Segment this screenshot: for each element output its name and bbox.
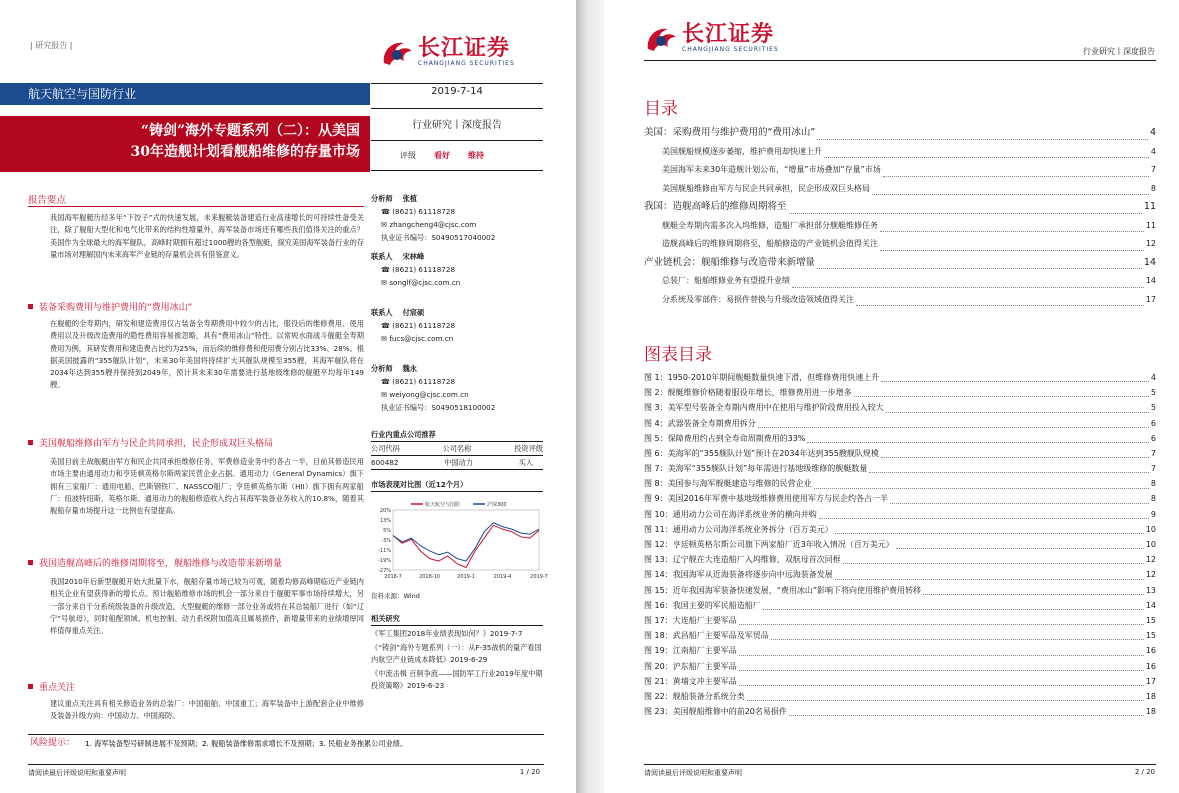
page-number: 2 / 20 xyxy=(1134,768,1155,776)
x-tick-label: 2018-10 xyxy=(419,574,440,580)
section1-heading xyxy=(28,300,192,313)
dot-leader xyxy=(819,518,1149,519)
risk-warning xyxy=(30,738,544,749)
report-title-line2: 30年造舰计划看舰船维修的存量市场 xyxy=(130,144,360,160)
toc-section[interactable] xyxy=(644,143,1156,162)
related-item[interactable]: 《“铸剑”海外专题系列（一）：从F-35战机的量产看国内航空产业链成本降低》2019-6-29 xyxy=(371,643,542,664)
report-date: 2019-7-14 xyxy=(431,86,483,97)
series-line-1 xyxy=(393,523,539,561)
section4-paragraph: 建议重点关注具有相关修造业务的总装厂：中国船舶、中国重工；海军装备中上游配套企业中维修及装备升级方向：中国动力、中国海防。 xyxy=(50,699,364,721)
y-tick-label: 20% xyxy=(379,508,391,514)
stocks-col-code: 公司代码 xyxy=(371,444,400,453)
figure-list-item[interactable] xyxy=(644,507,1156,522)
y-tick-label: 13% xyxy=(379,518,391,524)
toc-entry-page: 4 xyxy=(1150,146,1156,156)
dot-leader xyxy=(747,700,1144,701)
toc-entry-page: 18 xyxy=(1145,707,1156,717)
y-tick-label: -3% xyxy=(381,538,391,544)
page-gutter xyxy=(576,0,604,793)
bullet-square-icon xyxy=(28,304,33,309)
toc-entry-page: 8 xyxy=(1150,479,1156,489)
toc-entry-page: 14 xyxy=(1145,600,1156,610)
analyst-name: 魏永 xyxy=(402,364,417,373)
dot-leader xyxy=(789,715,1144,716)
section2-heading xyxy=(28,436,273,449)
toc-entry-page: 14 xyxy=(1145,276,1156,285)
analyst-block-3 xyxy=(371,306,543,345)
figure-list-item[interactable] xyxy=(644,583,1156,598)
section2-paragraph: 美国目前主战舰艇由军方和民企共同承担维修任务，军费修造业务中约各占一半，目前其修造民用市场主要由通用动力和亨廷顿英格尔斯两家民营企业占据。通用动力（General Dynamics）旗下拥有三家船厂：通用电船、巴斯钢铁厂、NASSCO船厂；亨廷顿英格尔斯（HII）旗下拥有两家船厂：纽波特纽斯、英格尔斯。通用动力的舰船修造收入约占其海军装备业务收入的10.8%，随着其舰船存量市场提升这一比例也有望提高。 xyxy=(50,457,364,516)
stock-rating: 买入 xyxy=(518,458,533,467)
rating-value: 看好 xyxy=(434,151,450,160)
figure-list-item[interactable] xyxy=(644,598,1156,613)
legend-label: 航天航空与国防 xyxy=(425,502,461,508)
risk-text: 1. 海军装备型号研制进展不及预期；2. 舰船装备维修需求增长不及预期；3. 民船业务拖累公司业绩。 xyxy=(85,739,408,748)
analyst-block-2 xyxy=(371,250,543,289)
report-page-1 xyxy=(0,0,576,793)
toc-entry-label: 美国海军未来30年造舰计划公布，“增量”市场叠加“存量”市场 xyxy=(662,165,881,174)
rating-status: 维持 xyxy=(468,151,484,160)
toc-entry-page: 10 xyxy=(1145,524,1156,534)
page-number: 1 / 20 xyxy=(519,768,540,776)
toc-entry-page: 12 xyxy=(1145,239,1156,248)
toc-section[interactable] xyxy=(644,272,1156,291)
logo-chinese: 长江证券 xyxy=(682,21,775,47)
analyst-phone: (8621) 61118728 xyxy=(392,377,456,386)
figure-list-item[interactable] xyxy=(644,537,1156,552)
dot-leader xyxy=(771,639,1144,640)
toc-entry-label: 图 20：沪东船厂主要军品 xyxy=(644,661,737,671)
figure-list-item[interactable] xyxy=(644,552,1156,567)
toc-entry-label: 图 7：美海军“355舰队计划”每年需进行基地级维修的舰艇数量 xyxy=(644,464,868,474)
toc-entry-label: 美国：采购费用与维护费用的“费用冰山” xyxy=(644,127,816,138)
dot-leader xyxy=(872,194,1149,195)
stocks-col-name: 公司名称 xyxy=(442,444,472,453)
toc-entry-page: 6 xyxy=(1150,433,1156,443)
related-list xyxy=(371,628,543,692)
toc-entry-label: 美国舰船规模逐步萎缩，维护费用却快速上升 xyxy=(662,146,822,156)
figure-list-item[interactable] xyxy=(644,400,1156,415)
section4-title: 重点关注 xyxy=(39,683,76,693)
dot-leader xyxy=(881,457,1149,458)
dragon-logo-icon xyxy=(644,23,678,53)
dot-leader xyxy=(883,176,1149,177)
figure-list-item[interactable] xyxy=(644,385,1156,400)
toc-section[interactable] xyxy=(644,180,1156,199)
dot-leader xyxy=(923,594,1144,595)
report-title-line1: “铸剑”海外专题系列（二）：从美国 xyxy=(140,123,360,139)
toc-entry-label: 图 2：舰艇维修价格随着服役年增长，维修费用进一步增多 xyxy=(644,388,852,398)
x-tick-label: 2019-7 xyxy=(530,574,548,580)
toc-entry-page: 12 xyxy=(1145,555,1156,565)
phone-icon: ☎ xyxy=(381,321,393,330)
related-item[interactable]: 《中流击楫 百舸争流——国防军工行业2019年度中期投资策略》2019-6-23 xyxy=(371,669,543,690)
toc-entry-page: 16 xyxy=(1145,646,1156,656)
x-tick-label: 2018-7 xyxy=(384,574,402,580)
y-tick-label: -27% xyxy=(378,568,391,574)
stocks-title: 行业内重点公司推荐 xyxy=(371,428,543,442)
toc-entry-label: 图 11：通用动力公司海洋系统业务拆分（百万美元） xyxy=(644,524,833,534)
dot-leader xyxy=(817,268,1142,269)
toc-entry-page: 15 xyxy=(1145,631,1156,641)
toc-entry-page: 17 xyxy=(1145,294,1156,304)
logo-english: CHANGJIANG SECURITIES xyxy=(418,60,515,67)
analyst-role: 联系人 xyxy=(371,252,393,261)
dot-leader xyxy=(739,685,1144,686)
logo-chinese: 长江证券 xyxy=(418,35,511,61)
figure-list-title: 图表目录 xyxy=(644,345,712,365)
analyst-role: 分析师 xyxy=(371,194,393,203)
analyst-phone: (8621) 61118728 xyxy=(392,207,456,216)
toc-section[interactable] xyxy=(644,291,1156,310)
figure-list-item[interactable] xyxy=(644,567,1156,582)
dot-leader xyxy=(807,442,1148,443)
toc-entry-label: 美国舰船维修由军方与民企共同承担，民企形成双巨头格局 xyxy=(662,183,870,193)
dot-leader xyxy=(880,231,1144,232)
figure-list xyxy=(644,370,1156,719)
analyst-role: 分析师 xyxy=(371,364,393,373)
toc-entry-label: 图 22：舰船装备分系统分类 xyxy=(644,691,745,701)
toc-entry-label: 图 19：江南船厂主要军品 xyxy=(644,646,737,656)
stocks-row xyxy=(371,456,543,470)
mail-icon: ✉ xyxy=(381,334,390,343)
analyst-block-4 xyxy=(371,362,543,414)
figure-list-item[interactable] xyxy=(644,643,1156,658)
section3-title: 我国造舰高峰后的维修周期将至，舰船维修与改造带来新增量 xyxy=(39,559,283,569)
report-tag: | 研究报告 | xyxy=(30,41,73,50)
toc-entry-page: 4 xyxy=(1149,127,1156,138)
dot-leader xyxy=(758,427,1149,428)
toc-entry-label: 图 14：我国海军从近海装备将逐步向中远海装备发展 xyxy=(644,570,833,580)
toc-entry-label: 我国：造舰高峰后的维修周期将至 xyxy=(644,201,787,212)
toc-entry-page: 7 xyxy=(1150,464,1156,474)
toc-entry-page: 11 xyxy=(1143,201,1156,212)
toc-entry-page: 7 xyxy=(1150,448,1156,458)
section1-paragraph: 在舰艇的全寿期内，研发和建造费用仅占装备全寿期费用中较少的占比，服役后的维修费用、使用费用以及升级改造费用的隐性费用容易被忽略，具有“费用冰山”特性。以常规水面战斗舰艇全寿期费用为例，其研发费用和建造费占比约为25%，而后续的维修费和使用费分别占比33%、28%。根据美国披露的“355舰队计划”，未来30年美国将持续扩大其舰队规模至355艘，其海军舰队将在2034年达到355艘并保持到2049年，预计其未来30年需要进行基地级维修的舰艇平均每年149艘。 xyxy=(50,319,364,390)
company-logo xyxy=(380,36,515,68)
dragon-logo-icon xyxy=(380,37,414,67)
figure-list-item[interactable] xyxy=(644,492,1156,507)
bullet-square-icon xyxy=(28,684,33,689)
analyst-cert: 执业证书编号：S0490517040002 xyxy=(381,233,496,242)
dot-leader xyxy=(814,488,1149,489)
phone-icon: ☎ xyxy=(381,265,393,274)
toc-entry-page: 6 xyxy=(1150,418,1156,428)
analyst-email[interactable]: songlf@cjsc.com.cn xyxy=(389,278,461,287)
analyst-email[interactable]: zhangcheng4@cjsc.com xyxy=(389,220,477,229)
section3-heading xyxy=(28,556,282,569)
toc-entry-label: 舰艇全寿期内需多次入坞维修，造船厂承担部分舰艇维修任务 xyxy=(662,220,878,230)
stocks-header xyxy=(371,442,543,456)
toc-entry-page: 5 xyxy=(1150,403,1156,413)
dot-leader xyxy=(886,412,1149,413)
figure-list-item[interactable] xyxy=(644,674,1156,689)
toc-entry-label: 图 15：近年我国海军装备快速发展，“费用冰山”影响下将向使用维护费用转移 xyxy=(644,585,922,595)
toc-entry-page: 8 xyxy=(1150,183,1156,193)
analyst-role: 联系人 xyxy=(371,308,393,317)
section2-title: 美国舰船维修由军方与民企共同承担，民企形成双巨头格局 xyxy=(39,439,274,449)
figure-list-item[interactable] xyxy=(644,476,1156,491)
analyst-name: 张植 xyxy=(402,194,417,203)
toc-entry-page: 11 xyxy=(1145,220,1156,230)
dot-leader xyxy=(739,670,1144,671)
figure-list-item[interactable] xyxy=(644,659,1156,674)
figure-list-item[interactable] xyxy=(644,370,1156,385)
analyst-name: 付宸硕 xyxy=(402,308,425,317)
x-tick-label: 2019-4 xyxy=(493,574,512,580)
dot-leader xyxy=(792,287,1144,288)
toc-entry-page: 10 xyxy=(1145,540,1156,550)
toc-chapter[interactable] xyxy=(644,124,1156,143)
toc-section[interactable] xyxy=(644,217,1156,236)
y-tick-label: 5% xyxy=(383,528,391,534)
dot-leader xyxy=(824,157,1149,158)
toc-entry-page: 4 xyxy=(1150,372,1156,382)
toc-entry-label: 总装厂：船舶维修业务有望提升业绩 xyxy=(662,276,790,285)
toc-entry-label: 图 12：亨廷顿英格尔斯公司旗下两家船厂近3年收入情况（百万美元） xyxy=(644,540,894,550)
toc-chapter[interactable] xyxy=(644,198,1156,217)
dot-leader xyxy=(739,624,1144,625)
mail-icon: ✉ xyxy=(381,220,390,229)
toc-entry-label: 图 5：保障费用约占到全寿命周期费用的33% xyxy=(644,433,806,443)
risk-label: 风险提示： xyxy=(30,738,76,748)
dot-leader xyxy=(881,381,1149,382)
dot-leader xyxy=(880,250,1144,251)
toc-entry-page: 16 xyxy=(1145,661,1156,671)
analyst-phone: (8621) 61118728 xyxy=(392,321,456,330)
dot-leader xyxy=(856,305,1144,306)
bullet-square-icon xyxy=(28,560,33,565)
report-title xyxy=(0,116,370,172)
legend-label: 沪深300 xyxy=(487,502,507,508)
dot-leader xyxy=(890,503,1149,504)
chart-source: 资料来源：Wind xyxy=(371,592,420,600)
figure-list-item[interactable] xyxy=(644,446,1156,461)
toc-entry-label: 图 23：美国舰船维修中的前20名易损件 xyxy=(644,707,787,717)
summary-title: 报告要点 xyxy=(28,195,67,206)
toc-entry-label: 图 9：美国2016年军费中基地级维修费用使用军方与民企约各占一半 xyxy=(644,494,888,504)
phone-icon: ☎ xyxy=(381,377,393,386)
section3-paragraph: 我国2010年后新型舰艇开始大批量下水，舰船存量市场已较为可观，随着均修高峰期临近产业链内相关企业有望获得新的增长点。预计舰船维修市场的机会一部分来自于舰艇军事市场持续增大，另一部分来自于分系统级装备的升级改造。大型舰艇的维修一部分业务或将在其总装船厂进行（如“辽宁”号航母），同时船配领域、机电控制、动力系统附加值高且属易损件，新增量带来的业绩增厚同样值得重点关注。 xyxy=(50,577,364,636)
dot-leader xyxy=(896,548,1144,549)
analyst-phone: (8621) 61118728 xyxy=(392,265,456,274)
dot-leader xyxy=(817,139,1148,140)
toc-chapter[interactable] xyxy=(644,254,1156,273)
figure-list-item[interactable] xyxy=(644,689,1156,704)
toc-entry-label: 图 18：武昌船厂主要军品及军贸品 xyxy=(644,631,769,641)
figure-list-item[interactable] xyxy=(644,704,1156,719)
toc-entry-page: 14 xyxy=(1143,256,1156,268)
footer-disclaimer[interactable]: 请阅读最后评级说明和重要声明 xyxy=(644,769,742,777)
analyst-email[interactable]: weiyong@cjsc.com.cn xyxy=(389,390,469,399)
related-item[interactable]: 《军工集团2018年业绩表现如何？》2019-7-7 xyxy=(371,629,523,638)
bullet-square-icon xyxy=(28,440,33,445)
stock-name: 中国动力 xyxy=(444,458,473,467)
analyst-name: 宋林峰 xyxy=(402,252,425,261)
toc-entry-page: 8 xyxy=(1150,494,1156,504)
summary-paragraph: 我国海军舰艇历经多年“下饺子”式的快速发展，未来舰艇装备建造行业高速增长的可持续性备受关注，除了舰船大型化和电气化带来的结构性增量外，海军装备市场还有哪些我们值得关注的重点？美国作为全球最大的海军舰队，高峰时期拥有超过1000艘的各型舰艇，探究美国海军装备行业的存量市场对理解国内未来海军产业链的存量机会具有借鉴意义。 xyxy=(50,213,364,259)
mail-icon: ✉ xyxy=(381,278,390,287)
analyst-block-1 xyxy=(371,192,543,244)
toc-entry-page: 5 xyxy=(1150,388,1156,398)
toc-entry-page: 18 xyxy=(1145,691,1156,701)
analyst-email[interactable]: fucs@cjsc.com.cn xyxy=(389,334,454,343)
toc-title: 目录 xyxy=(644,99,678,119)
figure-list-item[interactable] xyxy=(644,461,1156,476)
toc-entry-label: 图 21：黄埔文冲主要军品 xyxy=(644,676,737,686)
toc-entry-label: 图 16：我国主要的军民船造船厂 xyxy=(644,600,761,610)
stock-code: 600482 xyxy=(371,458,399,467)
toc-entry-label: 图 10：通用动力公司在海洋系统业务的横向并购 xyxy=(644,509,817,519)
toc-entry-page: 7 xyxy=(1150,165,1156,174)
x-tick-label: 2019-1 xyxy=(457,574,475,580)
toc-entry-page: 13 xyxy=(1145,585,1156,595)
company-logo xyxy=(644,22,779,54)
toc-entry-label: 图 8：美国参与海军舰艇建造与维修的民营企业 xyxy=(644,479,812,489)
toc-entry-page: 17 xyxy=(1145,676,1156,686)
dot-leader xyxy=(763,609,1144,610)
section1-title: 装备采购费用与维护费用的“费用冰山” xyxy=(39,303,193,313)
logo-english: CHANGJIANG SECURITIES xyxy=(682,46,779,53)
figure-list-item[interactable] xyxy=(644,613,1156,628)
toc-section[interactable] xyxy=(644,161,1156,180)
toc-entry-page: 12 xyxy=(1145,570,1156,580)
toc-entry-label: 图 17：大连船厂主要军品 xyxy=(644,615,737,625)
dot-leader xyxy=(843,563,1144,564)
toc-entry-label: 分系统及零部件：易损件替换与升级改造领域值得关注 xyxy=(662,294,854,304)
report-page-2 xyxy=(604,0,1179,793)
stocks-col-rating: 投资评级 xyxy=(514,444,543,453)
dot-leader xyxy=(835,533,1144,534)
analyst-cert: 执业证书编号：S0490518100002 xyxy=(381,403,496,412)
dot-leader xyxy=(835,579,1144,580)
figure-list-item[interactable] xyxy=(644,522,1156,537)
header-report-type: 行业研究丨深度报告 xyxy=(1083,47,1155,56)
toc-entry-label: 图 4：武器装备全寿期费用拆分 xyxy=(644,418,756,428)
dot-leader xyxy=(869,472,1149,473)
rating-label: 评级 xyxy=(400,151,416,160)
toc-entry-label: 图 13：辽宁舰在大连造船厂入坞维修，双航母首次同框 xyxy=(644,555,841,565)
y-tick-label: -11% xyxy=(378,548,391,554)
toc-entry-label: 图 3：美军型号装备全寿期内费用中在使用与维护阶段费用投入较大 xyxy=(644,403,884,413)
y-tick-label: -19% xyxy=(378,558,391,564)
toc-entry-page: 15 xyxy=(1145,615,1156,625)
footer-disclaimer[interactable]: 请阅读最后评级说明和重要声明 xyxy=(28,769,126,777)
toc-entry-label: 图 1：1950-2010年期间舰艇数量快速下滑，但维修费用快速上升 xyxy=(644,372,880,382)
performance-chart-svg xyxy=(371,496,548,586)
toc-entry-page: 9 xyxy=(1150,509,1156,519)
figure-list-item[interactable] xyxy=(644,628,1156,643)
rating-row xyxy=(400,150,484,161)
performance-chart xyxy=(371,496,548,586)
table-of-contents xyxy=(644,124,1156,309)
toc-entry-label: 造舰高峰后的维修周期将至，船舶修造的产业链机会值得关注 xyxy=(662,239,878,248)
toc-entry-label: 图 6：美海军的“355舰队计划”预计在2034年达到355艘舰队规模 xyxy=(644,448,879,458)
dot-leader xyxy=(739,655,1144,656)
phone-icon: ☎ xyxy=(381,207,393,216)
related-title: 相关研究 xyxy=(371,612,543,626)
dot-leader xyxy=(789,213,1142,214)
industry-band: 航天航空与国防行业 xyxy=(0,83,370,105)
report-type: 行业研究丨深度报告 xyxy=(412,120,502,131)
section4-heading xyxy=(28,680,75,693)
figure-list-item[interactable] xyxy=(644,431,1156,446)
mail-icon: ✉ xyxy=(381,390,390,399)
perf-chart-title: 市场表现对比图（近12个月） xyxy=(371,478,543,492)
toc-entry-label: 产业链机会：舰船维修与改造带来新增量 xyxy=(644,256,816,268)
dot-leader xyxy=(854,396,1149,397)
figure-list-item[interactable] xyxy=(644,416,1156,431)
toc-section[interactable] xyxy=(644,235,1156,254)
